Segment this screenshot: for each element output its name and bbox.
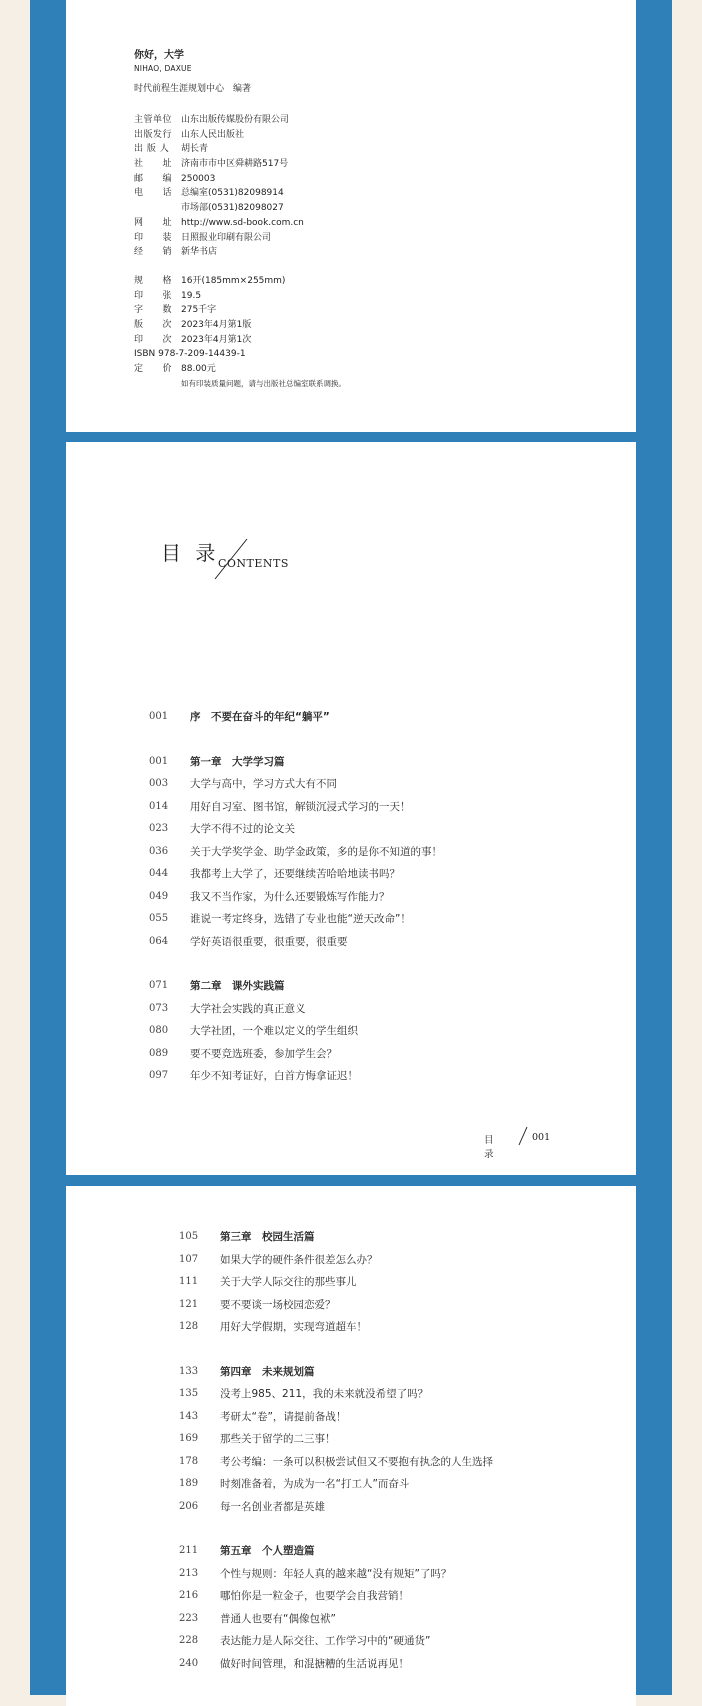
spec-value: 19.5 bbox=[181, 290, 202, 301]
chapter-title: 第四章 未来规划篇 bbox=[220, 1365, 315, 1378]
info-row bbox=[134, 128, 346, 143]
book-title: 你好，大学 bbox=[134, 50, 184, 61]
toc-entry[interactable] bbox=[149, 1043, 442, 1066]
entry-title: 关于大学奖学金、助学金政策，多的是你不知道的事！ bbox=[190, 845, 442, 858]
isbn: ISBN 978-7-209-14439-1 bbox=[134, 349, 246, 360]
spacer bbox=[149, 953, 442, 975]
quality-notice: 如有印装质量问题，请与出版社总编室联系调换。 bbox=[181, 378, 346, 388]
spec-row bbox=[134, 318, 346, 333]
spec-row bbox=[134, 289, 346, 304]
page-number: 044 bbox=[149, 868, 169, 879]
spacer bbox=[179, 1518, 493, 1540]
spec-label: 版 次 bbox=[134, 319, 173, 330]
spec-label: 字 数 bbox=[134, 305, 173, 316]
info-value: 山东人民出版社 bbox=[181, 129, 245, 140]
toc-entry[interactable] bbox=[149, 796, 442, 819]
page-number: 014 bbox=[149, 800, 169, 812]
spec-value: 16开(185mm×255mm) bbox=[181, 275, 286, 286]
entry-title: 如果大学的硬件条件很差怎么办？ bbox=[220, 1253, 378, 1266]
entry-title: 大学社会实践的真正意义 bbox=[190, 1002, 306, 1015]
chapter-title: 第二章 课外实践篇 bbox=[190, 980, 285, 992]
contents-page-1 bbox=[66, 442, 636, 1175]
info-label: 出版发行 bbox=[134, 129, 173, 140]
info-label: 出 版 人 bbox=[134, 144, 170, 155]
footer-slash-icon bbox=[517, 1126, 529, 1146]
spacer bbox=[179, 1339, 493, 1361]
entry-title: 个性与规则：年轻人真的越来越“没有规矩”了吗？ bbox=[220, 1567, 452, 1580]
toc-entry[interactable] bbox=[179, 1653, 493, 1676]
page-number: 003 bbox=[149, 778, 169, 789]
page-number: 135 bbox=[179, 1388, 199, 1399]
info-row bbox=[134, 172, 346, 187]
entry-title: 大学社团，一个难以定义的学生组织 bbox=[190, 1025, 358, 1037]
toc-entry[interactable] bbox=[149, 998, 442, 1021]
chapter-title: 第三章 校园生活篇 bbox=[220, 1231, 315, 1243]
info-label bbox=[134, 201, 181, 216]
toc-entry[interactable] bbox=[179, 1316, 493, 1339]
entry-title: 考研太“卷”，请提前备战！ bbox=[220, 1410, 347, 1423]
spacer bbox=[134, 260, 346, 274]
page-number: 133 bbox=[179, 1365, 199, 1377]
toc-entry[interactable] bbox=[179, 1294, 493, 1317]
toc-entry[interactable] bbox=[149, 1065, 442, 1088]
contents-heading-en: CONTENTS bbox=[218, 557, 289, 570]
page-number: 049 bbox=[149, 890, 169, 902]
toc-entry[interactable] bbox=[179, 1451, 493, 1474]
info-value: http://www.sd-book.com.cn bbox=[181, 217, 304, 228]
toc-entry[interactable] bbox=[149, 886, 442, 909]
toc-entry[interactable] bbox=[179, 1563, 493, 1586]
info-value: 济南市市中区舜耕路517号 bbox=[181, 159, 289, 170]
entry-title: 表达能力是人际交往、工作学习中的“硬通货” bbox=[220, 1635, 431, 1647]
page-number: 169 bbox=[179, 1433, 199, 1444]
notice-row bbox=[134, 377, 346, 392]
spec-row bbox=[134, 274, 346, 289]
entry-title: 考公考编：一条可以积极尝试但又不要抱有执念的人生选择 bbox=[220, 1455, 493, 1468]
contents-heading-zh: 目 录 bbox=[161, 541, 220, 565]
page-number: 213 bbox=[179, 1567, 199, 1579]
toc-entry[interactable] bbox=[179, 1249, 493, 1272]
info-row bbox=[134, 142, 346, 157]
spec-value: 2023年4月第1版 bbox=[181, 319, 252, 330]
toc-entry[interactable] bbox=[149, 863, 442, 886]
page-number: 036 bbox=[149, 845, 169, 857]
entry-title: 普通人也要有“偶像包袱” bbox=[220, 1612, 336, 1625]
toc-entry[interactable] bbox=[149, 773, 442, 796]
toc-entry[interactable] bbox=[179, 1383, 493, 1406]
page-number: 073 bbox=[149, 1002, 169, 1014]
page-number: 107 bbox=[179, 1253, 199, 1265]
page-number: 023 bbox=[149, 823, 169, 834]
info-label: 电 话 bbox=[134, 188, 173, 199]
info-value: 市场部(0531)82098027 bbox=[181, 203, 284, 214]
page-number: 097 bbox=[149, 1070, 169, 1081]
page-number: 071 bbox=[149, 980, 169, 991]
page-number: 228 bbox=[179, 1635, 199, 1646]
page-number: 064 bbox=[149, 935, 169, 947]
entry-title: 用好大学假期，实现弯道超车！ bbox=[220, 1321, 367, 1333]
info-row bbox=[134, 201, 346, 216]
toc-entry[interactable] bbox=[179, 1271, 493, 1294]
toc-list bbox=[149, 706, 442, 1088]
entry-title: 没考上985、211，我的未来就没希望了吗？ bbox=[220, 1388, 429, 1400]
info-label: 网 址 bbox=[134, 217, 173, 228]
entry-title: 那些关于留学的二三事！ bbox=[220, 1433, 336, 1445]
entry-title: 序 不要在奋斗的年纪“躺平” bbox=[190, 711, 330, 723]
info-value: 胡长青 bbox=[181, 144, 209, 155]
entry-title: 学好英语很重要，很重要，很重要 bbox=[190, 935, 348, 948]
toc-entry[interactable] bbox=[179, 1428, 493, 1451]
copyright-page bbox=[66, 0, 636, 432]
toc-entry[interactable] bbox=[179, 1406, 493, 1429]
footer-label: 目 录 bbox=[484, 1135, 498, 1160]
book-title-pinyin: NIHAO, DAXUE bbox=[134, 64, 192, 73]
info-value: 总编室(0531)82098914 bbox=[181, 188, 284, 199]
info-row bbox=[134, 157, 346, 172]
entry-title: 关于大学人际交往的那些事儿 bbox=[220, 1276, 357, 1288]
entry-title: 要不要竞选班委，参加学生会？ bbox=[190, 1047, 337, 1060]
toc-chapter-heading[interactable] bbox=[149, 975, 442, 998]
page-number: 080 bbox=[149, 1025, 169, 1036]
toc-entry[interactable] bbox=[149, 908, 442, 931]
entry-title: 谁说一考定终身，选错了专业也能“逆天改命”！ bbox=[190, 913, 411, 925]
page-number: 216 bbox=[179, 1590, 199, 1601]
toc-entry[interactable] bbox=[149, 841, 442, 864]
spec-row bbox=[134, 303, 346, 318]
price-label: 定 价 bbox=[134, 364, 173, 374]
page-number: 001 bbox=[149, 755, 169, 767]
page-number: 189 bbox=[179, 1478, 199, 1489]
toc-chapter-heading[interactable] bbox=[179, 1540, 493, 1563]
page-number: 143 bbox=[179, 1410, 199, 1422]
info-value: 新华书店 bbox=[181, 247, 218, 258]
page-number: 206 bbox=[179, 1500, 199, 1512]
price-value: 88.00元 bbox=[181, 364, 216, 374]
entry-title: 我又不当作家，为什么还要锻炼写作能力？ bbox=[190, 890, 390, 903]
info-label: 邮 编 bbox=[134, 173, 173, 184]
page-number: 105 bbox=[179, 1231, 199, 1242]
page-number: 128 bbox=[179, 1321, 199, 1332]
info-row bbox=[134, 216, 346, 231]
book-author: 时代前程生涯规划中心 编著 bbox=[134, 84, 252, 94]
entry-title: 大学与高中，学习方式大有不同 bbox=[190, 778, 337, 790]
entry-title: 年少不知考证好，白首方悔拿证迟！ bbox=[190, 1070, 358, 1082]
info-row bbox=[134, 186, 346, 201]
price-row bbox=[134, 362, 346, 377]
spec-value: 2023年4月第1次 bbox=[181, 334, 252, 345]
spec-label: 印 次 bbox=[134, 334, 173, 345]
page-number: 121 bbox=[179, 1298, 199, 1310]
toc-entry[interactable] bbox=[179, 1585, 493, 1608]
entry-title: 要不要谈一场校园恋爱？ bbox=[220, 1298, 336, 1311]
toc-chapter-heading[interactable] bbox=[179, 1226, 493, 1249]
chapter-title: 第一章 大学学习篇 bbox=[190, 755, 285, 768]
entry-title: 时刻准备着，为成为一名“打工人”而奋斗 bbox=[220, 1478, 410, 1490]
toc-entry[interactable] bbox=[179, 1496, 493, 1519]
entry-title: 大学不得不过的论文关 bbox=[190, 823, 295, 835]
info-row bbox=[134, 113, 346, 128]
toc-chapter-heading[interactable] bbox=[149, 751, 442, 774]
entry-title: 哪怕你是一粒金子，也要学会自我营销！ bbox=[220, 1590, 409, 1602]
page-number: 055 bbox=[149, 913, 169, 924]
entry-title: 用好自习室、图书馆，解锁沉浸式学习的一天！ bbox=[190, 800, 411, 813]
page-number: 178 bbox=[179, 1455, 199, 1467]
toc-entry[interactable] bbox=[179, 1608, 493, 1631]
toc-list bbox=[179, 1226, 493, 1675]
contents-page-2 bbox=[66, 1186, 636, 1706]
toc-entry[interactable] bbox=[179, 1630, 493, 1653]
toc-entry[interactable] bbox=[149, 1020, 442, 1043]
toc-preface[interactable] bbox=[149, 706, 442, 729]
entry-title: 每一名创业者都是英雄 bbox=[220, 1500, 325, 1513]
info-label: 经 销 bbox=[134, 247, 173, 258]
spacer bbox=[149, 729, 442, 751]
info-row bbox=[134, 231, 346, 246]
page-number: 223 bbox=[179, 1612, 199, 1624]
spec-value: 275千字 bbox=[181, 305, 217, 316]
chapter-title: 第五章 个人塑造篇 bbox=[220, 1545, 315, 1557]
toc-entry[interactable] bbox=[179, 1473, 493, 1496]
info-value: 山东出版传媒股份有限公司 bbox=[181, 115, 290, 125]
toc-entry[interactable] bbox=[149, 818, 442, 841]
isbn-row bbox=[134, 347, 346, 362]
entry-title: 我都考上大学了，还要继续苦哈哈地读书吗？ bbox=[190, 868, 400, 880]
publication-info bbox=[134, 113, 346, 391]
toc-entry[interactable] bbox=[149, 931, 442, 954]
entry-title: 做好时间管理，和混搪糟的生活说再见！ bbox=[220, 1657, 409, 1670]
spec-label: 印 张 bbox=[134, 290, 173, 301]
toc-chapter-heading[interactable] bbox=[179, 1361, 493, 1384]
info-label: 主管单位 bbox=[134, 115, 173, 125]
info-value: 日照报业印刷有限公司 bbox=[181, 232, 272, 243]
info-label: 社 址 bbox=[134, 159, 173, 170]
spec-label: 规 格 bbox=[134, 275, 173, 286]
page-number: 089 bbox=[149, 1047, 169, 1059]
page-number: 001 bbox=[149, 711, 169, 722]
page-number: 111 bbox=[179, 1276, 199, 1287]
info-value: 250003 bbox=[181, 173, 216, 184]
page-number: 211 bbox=[179, 1545, 199, 1556]
info-row bbox=[134, 245, 346, 260]
footer-page-number: 001 bbox=[532, 1132, 551, 1143]
info-label: 印 装 bbox=[134, 232, 173, 243]
page-number: 240 bbox=[179, 1657, 199, 1669]
spec-row bbox=[134, 333, 346, 348]
